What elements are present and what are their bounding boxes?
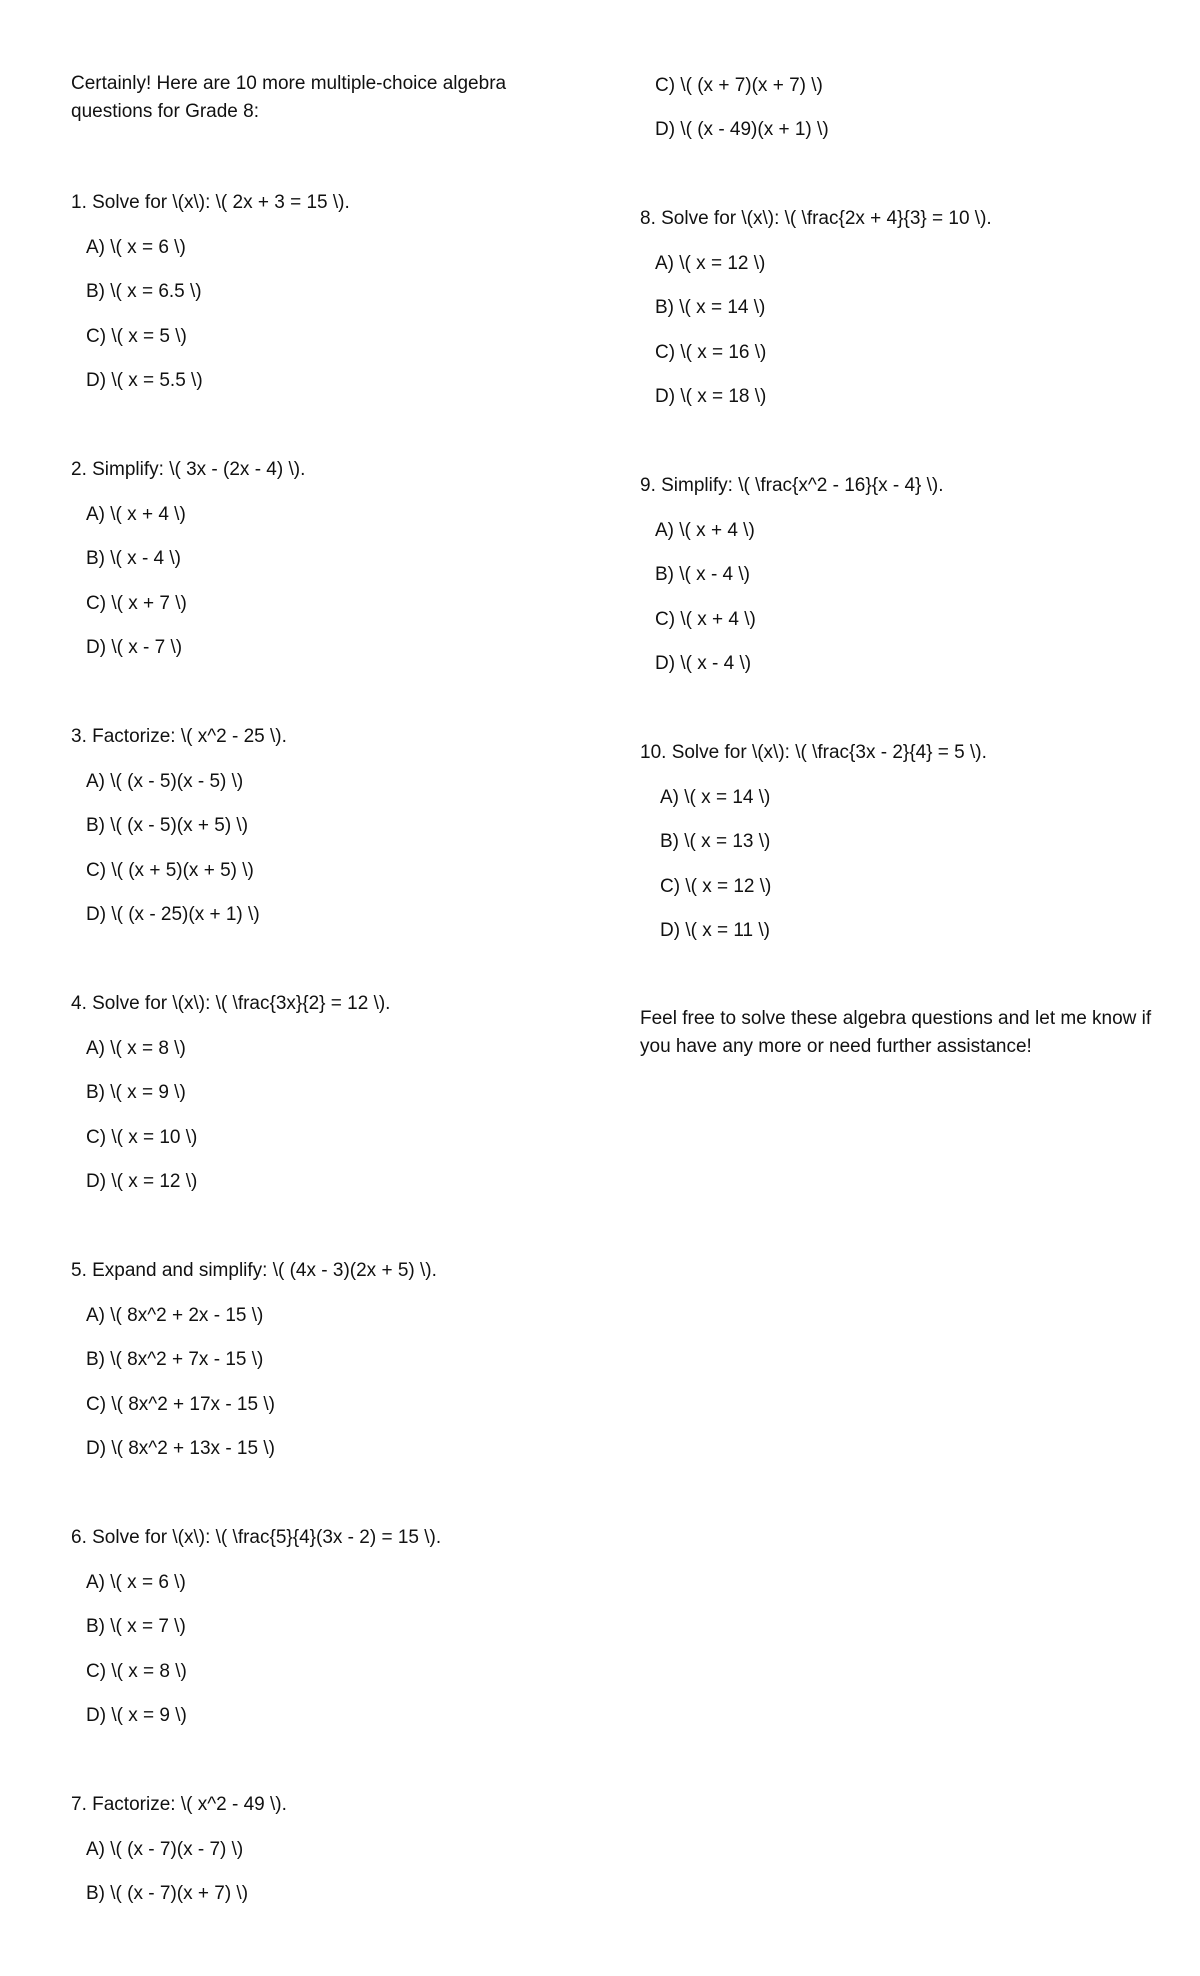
- question-5-option-c: C) \( 8x^2 + 17x - 15 \): [86, 1394, 275, 1415]
- intro-text: Certainly! Here are 10 more multiple-choice algebra questions for Grade 8:: [71, 73, 507, 122]
- question-7-option-a: A) \( (x - 7)(x - 7) \): [86, 1839, 244, 1860]
- question-7-option-b: B) \( (x - 7)(x + 7) \): [86, 1883, 249, 1904]
- question-3-option-b: B) \( (x - 5)(x + 5) \): [86, 815, 249, 836]
- question-3-option-c: C) \( (x + 5)(x + 5) \): [86, 860, 254, 881]
- question-7-option-d: D) \( (x - 49)(x + 1) \): [655, 119, 829, 140]
- question-4-option-a: A) \( x = 8 \): [86, 1038, 186, 1059]
- question-8-option-a: A) \( x = 12 \): [655, 253, 766, 274]
- question-2-prompt: 2. Simplify: \( 3x - (2x - 4) \).: [71, 459, 306, 480]
- question-9-option-b: B) \( x - 4 \): [655, 564, 750, 585]
- question-9-prompt: 9. Simplify: \( \frac{x^2 - 16}{x - 4} \).: [640, 475, 944, 496]
- question-10-option-a: A) \( x = 14 \): [660, 787, 771, 808]
- question-2-option-b: B) \( x - 4 \): [86, 548, 181, 569]
- question-8-option-d: D) \( x = 18 \): [655, 386, 767, 407]
- question-10-option-b: B) \( x = 13 \): [660, 831, 771, 852]
- question-2-option-c: C) \( x + 7 \): [86, 593, 187, 614]
- question-6-prompt: 6. Solve for \(x\): \( \frac{5}{4}(3x - 2) = 15 \).: [71, 1527, 442, 1548]
- question-2-option-a: A) \( x + 4 \): [86, 504, 186, 525]
- question-4-prompt: 4. Solve for \(x\): \( \frac{3x}{2} = 12 \).: [71, 993, 391, 1014]
- question-5-option-a: A) \( 8x^2 + 2x - 15 \): [86, 1305, 264, 1326]
- question-1-option-d: D) \( x = 5.5 \): [86, 370, 203, 391]
- question-10-prompt: 10. Solve for \(x\): \( \frac{3x - 2}{4} = 5 \).: [640, 742, 987, 763]
- question-5-option-d: D) \( 8x^2 + 13x - 15 \): [86, 1438, 275, 1459]
- question-7-option-c: C) \( (x + 7)(x + 7) \): [655, 75, 823, 96]
- question-4-option-d: D) \( x = 12 \): [86, 1171, 198, 1192]
- question-7-prompt: 7. Factorize: \( x^2 - 49 \).: [71, 1794, 287, 1815]
- question-9-option-a: A) \( x + 4 \): [655, 520, 755, 541]
- question-1-option-c: C) \( x = 5 \): [86, 326, 187, 347]
- question-5-prompt: 5. Expand and simplify: \( (4x - 3)(2x + 5) \).: [71, 1260, 437, 1281]
- question-8-option-c: C) \( x = 16 \): [655, 342, 767, 363]
- question-3-prompt: 3. Factorize: \( x^2 - 25 \).: [71, 726, 287, 747]
- question-5-option-b: B) \( 8x^2 + 7x - 15 \): [86, 1349, 264, 1370]
- question-1-prompt: 1. Solve for \(x\): \( 2x + 3 = 15 \).: [71, 192, 350, 213]
- question-1-option-b: B) \( x = 6.5 \): [86, 281, 202, 302]
- question-3-option-d: D) \( (x - 25)(x + 1) \): [86, 904, 260, 925]
- question-8-option-b: B) \( x = 14 \): [655, 297, 766, 318]
- question-10-option-c: C) \( x = 12 \): [660, 876, 772, 897]
- question-6-option-c: C) \( x = 8 \): [86, 1661, 187, 1682]
- question-3-option-a: A) \( (x - 5)(x - 5) \): [86, 771, 244, 792]
- question-9-option-d: D) \( x - 4 \): [655, 653, 752, 674]
- closing-text: Feel free to solve these algebra questions and let me know if you have any more or need further assistance!: [640, 1008, 1152, 1057]
- question-6-option-b: B) \( x = 7 \): [86, 1616, 186, 1637]
- question-4-option-b: B) \( x = 9 \): [86, 1082, 186, 1103]
- question-6-option-a: A) \( x = 6 \): [86, 1572, 186, 1593]
- question-10-option-d: D) \( x = 11 \): [660, 920, 770, 941]
- question-9-option-c: C) \( x + 4 \): [655, 609, 756, 630]
- question-8-prompt: 8. Solve for \(x\): \( \frac{2x + 4}{3} = 10 \).: [640, 208, 992, 229]
- question-2-option-d: D) \( x - 7 \): [86, 637, 183, 658]
- question-4-option-c: C) \( x = 10 \): [86, 1127, 198, 1148]
- question-6-option-d: D) \( x = 9 \): [86, 1705, 187, 1726]
- question-1-option-a: A) \( x = 6 \): [86, 237, 186, 258]
